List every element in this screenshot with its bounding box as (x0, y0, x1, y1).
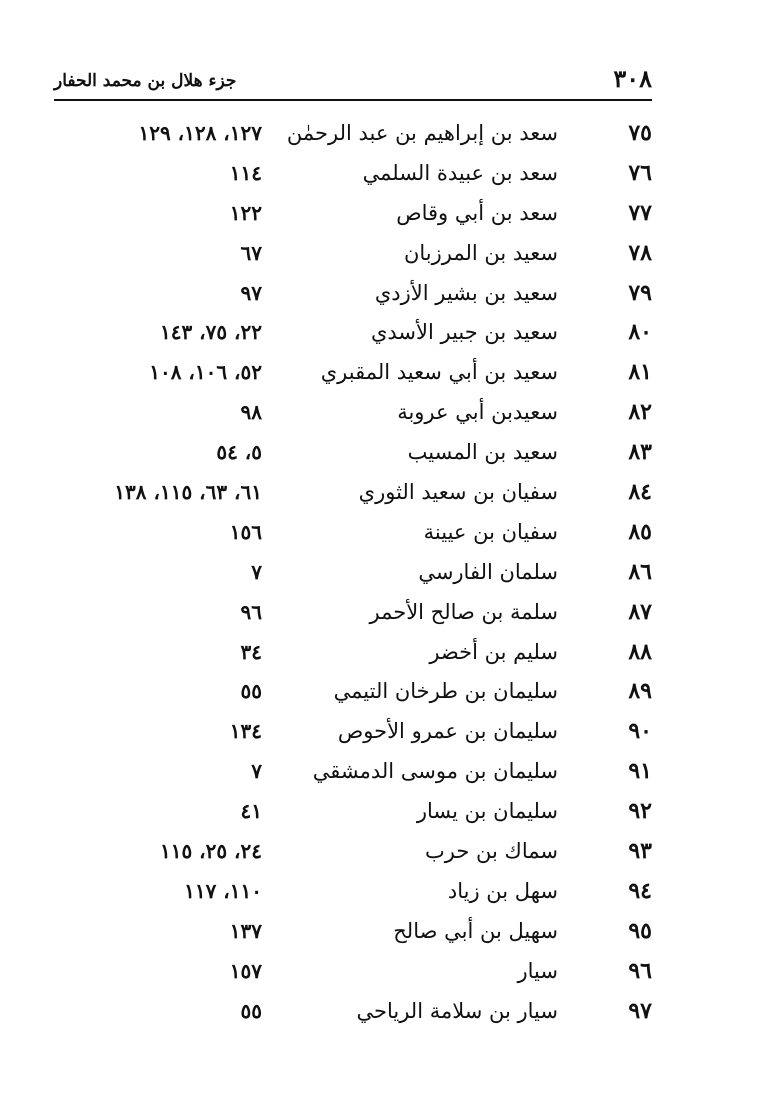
entry-pages: ١١٠، ١١٧ (184, 878, 262, 903)
entry-name: سعد بن أبي وقاص (396, 200, 558, 225)
entry-name: سلمان الفارسي (418, 559, 558, 584)
entry-pages: ٥، ٥٤ (216, 440, 262, 465)
page-number: ٣٠٨ (613, 64, 652, 93)
header-rule (54, 99, 652, 101)
entry-number: ٧٨ (628, 239, 652, 266)
entry-number: ٩٥ (628, 917, 652, 944)
index-entry (54, 873, 652, 913)
entry-name: سليمان بن موسى الدمشقي (312, 759, 558, 784)
index-entry (54, 115, 652, 155)
index-entry (54, 634, 652, 674)
entry-name: سليمان بن عمرو الأحوص (337, 719, 558, 744)
entry-pages: ٢٤، ٢٥، ١١٥ (159, 839, 262, 864)
entry-number: ٧٩ (628, 279, 652, 306)
index-entry (54, 155, 652, 195)
index-entry (54, 394, 652, 434)
entry-pages: ٧ (251, 759, 262, 784)
entry-pages: ٩٦ (240, 599, 262, 624)
entry-name: سهل بن زياد (447, 878, 558, 903)
entry-number: ٩٧ (628, 997, 652, 1024)
entry-name: سفيان بن عيينة (423, 519, 558, 544)
entry-number: ٨٤ (628, 479, 652, 506)
entry-number: ٧٧ (628, 199, 652, 226)
entry-pages: ٥٥ (240, 998, 262, 1023)
entry-number: ٩٣ (628, 838, 652, 865)
entry-name: سليمان بن طرخان التيمي (333, 679, 558, 704)
entry-number: ٨٦ (628, 558, 652, 585)
entry-number: ٨٥ (628, 518, 652, 545)
entry-pages: ١٣٤ (229, 719, 262, 744)
entry-pages: ٦٧ (240, 240, 262, 265)
index-entry (54, 833, 652, 873)
index-entry (54, 953, 652, 993)
entry-pages: ١٣٧ (229, 918, 262, 943)
index-entry (54, 314, 652, 354)
index-entry (54, 514, 652, 554)
entry-pages: ٥٢، ١٠٦، ١٠٨ (149, 360, 262, 385)
entry-number: ٨٩ (628, 678, 652, 705)
entry-name: سليم بن أخضر (429, 639, 558, 664)
entry-name: سماك بن حرب (425, 839, 558, 864)
entry-name: سعيد بن المرزبان (403, 240, 558, 265)
entry-name: سهيل بن أبي صالح (393, 918, 558, 943)
entry-name: سفيان بن سعيد الثوري (358, 480, 558, 505)
entry-name: سعيد بن أبي سعيد المقبري (320, 360, 558, 385)
entry-name: سعيد بن جبير الأسدي (370, 320, 558, 345)
entry-number: ٨٨ (628, 638, 652, 665)
page-header (54, 64, 652, 98)
entry-name: سعيد بن بشير الأزدي (374, 280, 558, 305)
index-entry (54, 753, 652, 793)
entry-number: ٨١ (628, 359, 652, 386)
entry-pages: ٣٤ (240, 639, 262, 664)
entry-number: ٩٤ (628, 877, 652, 904)
index-entry (54, 354, 652, 394)
index-entry (54, 434, 652, 474)
entry-pages: ١٢٧، ١٢٨، ١٢٩ (138, 121, 262, 145)
entry-pages: ١٥٦ (229, 519, 262, 544)
index-entries (54, 115, 652, 1032)
running-title: جزء هلال بن محمد الحفار (54, 71, 237, 91)
index-entry (54, 793, 652, 833)
entry-number: ٨٠ (628, 319, 652, 346)
entry-number: ٨٧ (628, 598, 652, 625)
index-entry (54, 235, 652, 275)
entry-pages: ٩٨ (240, 400, 262, 425)
entry-pages: ١٢٢ (229, 200, 262, 225)
entry-number: ٩٠ (628, 718, 652, 745)
entry-name: سليمان بن يسار (416, 799, 558, 824)
index-entry (54, 275, 652, 315)
entry-number: ٨٢ (628, 399, 652, 426)
index-entry (54, 594, 652, 634)
entry-name: سعد بن عبيدة السلمي (362, 160, 558, 185)
entry-name: سعيد بن المسيب (407, 440, 558, 465)
entry-number: ٩٢ (628, 798, 652, 825)
index-entry (54, 673, 652, 713)
entry-number: ٨٣ (628, 439, 652, 466)
entry-name: سعد بن إبراهيم بن عبد الرحمٰن (286, 121, 558, 145)
entry-pages: ١١٤ (229, 160, 262, 185)
index-entry (54, 195, 652, 235)
entry-pages: ٧ (251, 559, 262, 584)
entry-pages: ٩٧ (240, 280, 262, 305)
entry-pages: ٢٢، ٧٥، ١٤٣ (159, 320, 262, 345)
entry-number: ٩٦ (628, 957, 652, 984)
index-entry (54, 713, 652, 753)
entry-name: سعيدبن أبي عروبة (397, 400, 558, 425)
entry-pages: ٥٥ (240, 679, 262, 704)
index-entry (54, 474, 652, 514)
index-entry (54, 554, 652, 594)
entry-number: ٧٦ (628, 159, 652, 186)
entry-name: سلمة بن صالح الأحمر (369, 599, 558, 624)
entry-name: سيار (517, 958, 558, 983)
entry-name: سيار بن سلامة الرياحي (356, 998, 558, 1023)
entry-number: ٧٥ (628, 120, 652, 146)
entry-pages: ١٥٧ (229, 958, 262, 983)
entry-pages: ٦١، ٦٣، ١١٥، ١٣٨ (114, 480, 262, 505)
index-entry (54, 993, 652, 1033)
entry-number: ٩١ (628, 758, 652, 785)
index-entry (54, 913, 652, 953)
entry-pages: ٤١ (240, 799, 262, 824)
